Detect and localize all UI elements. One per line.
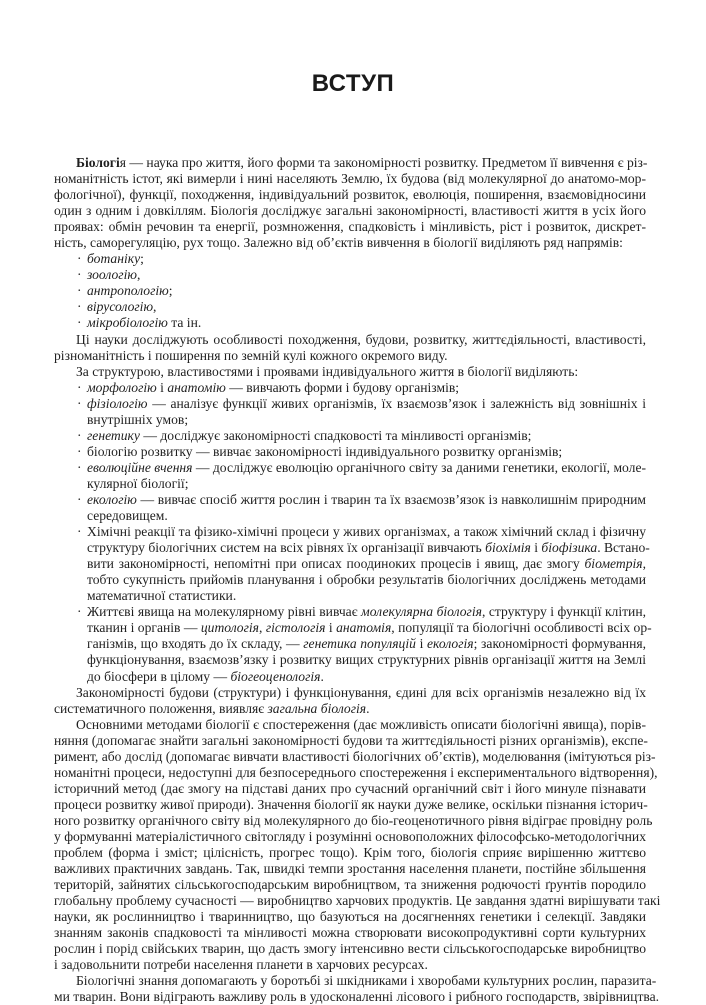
text-line: тобто сукупність прийомів планування і обробки результатів біологічних досліджень методами bbox=[87, 572, 646, 588]
text-line: тканин і органів — цитологія, гістологія і анатомія, популяції та біологічні особливості всіх ор- bbox=[87, 620, 652, 636]
text-line: кулярної біології; bbox=[87, 475, 189, 491]
text-line: проявах: обмін речовин та енергії, розмноження, спадковість і мінливість, ріст і розвиток, дискрет- bbox=[54, 219, 646, 235]
text-line: фологічної), функції, походження, індивідуальний розвиток, еволюція, поширення, взаємовідносини bbox=[54, 187, 646, 203]
bullet-icon: · bbox=[77, 299, 82, 315]
list-item: · генетику — досліджує закономірності спадковості та мінливості організмів; bbox=[77, 427, 532, 443]
text-line: функціонування, взаємозв’язку і розвитку вищих структурних рівнів організації життя на Землі bbox=[87, 652, 646, 668]
text-line: ного розвитку органічного світу від молекулярного до біо-геоценотичного рівня відіграє провідну роль bbox=[54, 812, 653, 828]
text-line: і задовольнити потреби населення планети в харчових ресурсах. bbox=[54, 957, 428, 973]
text-line: систематичного положення, виявляє загальна біологія. bbox=[54, 700, 370, 716]
list-item: · Життєві явища на молекулярному рівні вивчає молекулярна біологія, структуру і функції клітин, bbox=[77, 604, 647, 620]
text-line: Основними методами біології є спостереження (дає можливість описати біологічні явища), порів- bbox=[76, 716, 646, 732]
text-line: до біосфери в цілому — біогеоценологія. bbox=[87, 668, 324, 684]
text-line: процеси розвитку живої природи). Значення біології як науки дуже велике, оскільки пізнання історич- bbox=[54, 796, 648, 812]
bullet-icon: · bbox=[77, 604, 82, 620]
text-line: Біологія — наука про життя, його форми та закономірності розвитку. Предметом її вивчення є різ- bbox=[76, 155, 648, 170]
bullet-icon: · bbox=[77, 395, 82, 411]
directions-list bbox=[54, 251, 646, 331]
list-item: · вірусологію, bbox=[77, 299, 157, 315]
bullet-icon: · bbox=[77, 251, 82, 267]
list-item: · біологію розвитку — вивчає закономірності індивідуального розвитку організмів; bbox=[77, 443, 563, 459]
page-title: ВСТУП bbox=[311, 70, 395, 97]
text-line: важливих практичних завдань. Так, швидкі темпи зростання населення планети, постійне збільшення bbox=[54, 861, 646, 877]
text-line: ми тварин. Вони відіграють важливу роль в удосконаленні лісового і рибного господарств, звірівництва. bbox=[54, 989, 660, 1005]
bullet-icon: · bbox=[77, 315, 82, 331]
list-item: · зоологію, bbox=[77, 267, 141, 283]
text-line: рослин і порід свійських тварин, що дасть змогу інтенсивно вести сільськогосподарське виробництво bbox=[54, 941, 646, 957]
bullet-icon: · bbox=[77, 491, 82, 507]
bullet-icon: · bbox=[77, 443, 82, 459]
paragraph bbox=[54, 332, 646, 364]
bullet-icon: · bbox=[77, 524, 82, 540]
text-line: різноманітність і поширення по земній кулі кожного окремого виду. bbox=[54, 347, 448, 363]
text-line: Ці науки досліджують особливості походження, будови, розвитку, життєдіяльності, властивості, bbox=[76, 331, 646, 347]
list-item: · еволюційне вчення — досліджує еволюцію органічного світу за даними генетики, екології, моле- bbox=[77, 459, 647, 475]
text-line: проблем (форма і зміст; цілісність, прогрес тощо). Крім того, біологія сприяє вирішенню життєво bbox=[54, 845, 646, 861]
text-line: Закономірності будови (структури) і функціонування, єдині для всіх організмів незалежно від їх bbox=[76, 684, 646, 700]
text-line: територій, зайнятих сільськогосподарським виробництвом, та зниження родючості ґрунтів породило bbox=[54, 877, 646, 893]
list-item: · ботаніку; bbox=[77, 251, 144, 267]
text-line: номанітність істот, які вимерли і нині населяють Землю, їх будова (від молекулярної до анатомо-мор- bbox=[54, 171, 646, 187]
text-line: внутрішніх умов; bbox=[87, 411, 189, 427]
text-line: середовищем. bbox=[87, 508, 168, 524]
bullet-icon: · bbox=[77, 379, 82, 395]
list-item: · екологію — вивчає спосіб життя рослин і тварин та їх взаємозв’язок із навколишнім природним bbox=[77, 491, 646, 507]
bullet-icon: · bbox=[77, 283, 82, 299]
text-line: ність, саморегуляцію, рух тощо. Залежно від об’єктів вивчення в біології виділяють ряд напрямів: bbox=[54, 235, 623, 251]
bullet-icon: · bbox=[77, 267, 82, 283]
list-item: · фізіологію — аналізує функції живих організмів, їх взаємозв’язок і залежність від зовнішніх і bbox=[77, 395, 646, 411]
bullet-icon: · bbox=[77, 427, 82, 443]
text-line: римент, або дослід (допомагає вивчати властивості біологічних об’єктів), моделювання (імітуються різ- bbox=[54, 748, 656, 764]
paragraph bbox=[54, 685, 646, 717]
document-body bbox=[54, 155, 661, 1005]
term-biology: Біологі bbox=[76, 155, 120, 170]
text-line: математичної статистики. bbox=[87, 588, 237, 604]
text-line: ганізмів, що входять до їх складу, — генетика популяцій і екологія; закономірності формування, bbox=[87, 636, 647, 652]
list-item: · мікробіологію та ін. bbox=[77, 315, 202, 331]
text-line: знанням законів спадковості та мінливості можна створювати високопродуктивні сорти культурних bbox=[54, 925, 646, 941]
bullet-icon: · bbox=[77, 459, 82, 475]
list-item: · морфологію і анатомію — вивчають форми і будову організмів; bbox=[77, 379, 460, 395]
text-line: структуру біологічних систем на всіх рівнях їх організації вивчають біохімія і біофізика. Встано- bbox=[87, 540, 650, 556]
text-line: науки, як рослинництво і тваринництво, що базуються на досягненнях генетики і селекції. Завдяки bbox=[54, 909, 646, 925]
text-line: Біологічні знання допомагають у боротьбі зі шкідниками і хворобами культурних рослин, паразита- bbox=[76, 973, 657, 989]
paragraph bbox=[54, 716, 661, 974]
text-line: глобальну проблему сучасності — виробництво харчових продуктів. Це завдання здатні вирішувати такі bbox=[54, 893, 661, 909]
text-line: номанітні процеси, недоступні для безпосереднього спостереження і експериментального відтворення), bbox=[54, 764, 658, 780]
text-line: історичний метод (дає змогу на підставі даних про сучасний органічний світ і його минуле пізнавати bbox=[54, 780, 646, 796]
paragraph bbox=[54, 973, 660, 1005]
list-item: · Хімічні реакції та фізико-хімічні процеси у живих організмах, а також хімічний склад і фізичну bbox=[77, 524, 646, 540]
list-item: · антропологію; bbox=[77, 283, 173, 299]
branches-list bbox=[54, 379, 652, 685]
text-line: вити закономірності, непомітні при описах поодиноких процесів і явищ, дає змогу біометрія, bbox=[87, 556, 646, 572]
text-line: один з одним і довкіллям. Біологія досліджує загальні закономірності, властивості життя в усіх його bbox=[54, 203, 646, 219]
intro-paragraph bbox=[54, 155, 646, 251]
text-line: у формуванні матеріалістичного світогляду і розумінні основоположних філософсько-методологічних bbox=[54, 828, 646, 844]
text-line: няння (допомагає знайти загальні закономірності будови та життєдіяльності різних організмів), експе- bbox=[54, 732, 648, 748]
text-line: За структурою, властивостями і проявами індивідуального життя в біології виділяють: bbox=[76, 363, 579, 379]
